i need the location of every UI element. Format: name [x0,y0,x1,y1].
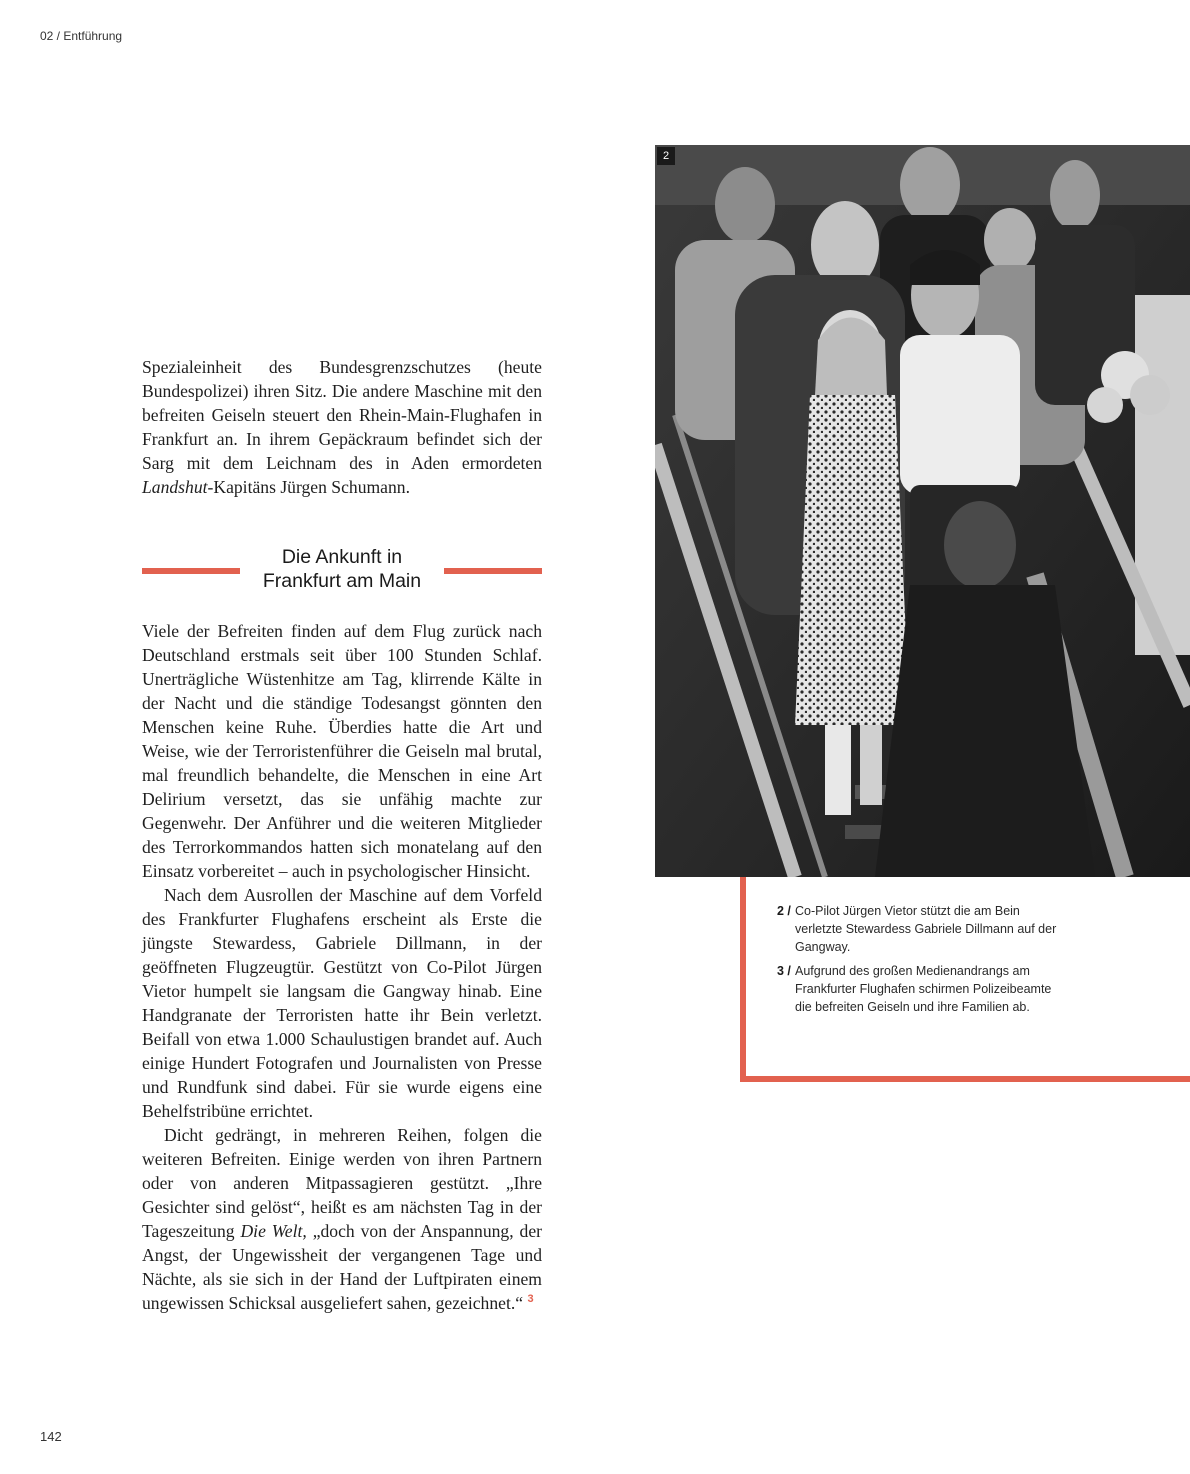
heading-rule-left [142,568,240,574]
caption-text: Aufgrund des großen Medienandrangs am Frankfurter Flughafen schirmen Polizeibeamte die befreiten Geiseln und ihre Familien ab. [795,964,1052,1014]
heading-rule-right [444,568,542,574]
photo-arrival-gangway [655,145,1190,877]
caption-3 [777,962,1067,1016]
body-text-main [142,619,542,1315]
newspaper-title: Die Welt, [240,1221,307,1241]
section-heading-text [242,545,442,593]
figure-number-badge: 2 [657,147,675,165]
photo-icon [655,145,1190,877]
running-head: 02 / Entführung [40,29,123,43]
caption-2 [777,902,1067,956]
caption-number: 2 / [777,904,791,918]
page-number: 142 [40,1429,62,1444]
paragraph-1: Viele der Befreiten finden auf dem Flug zurück nach Deutschland erstmals seit über 100 Stunden Schlaf. Unerträgliche Wüstenhitze am Tag, klirrende Kälte in der Nacht und die ständige Todesangst gönnten den Menschen keine Ruhe. Überdies hatte die Art und Weise, wie der Terroristenführer die Geiseln mal brutal, mal freundlich behandelte, die Menschen in eine Art Delirium versetzt, das sie unfähig machte zur Gegenwehr. Der Anführer und die weiteren Mitglieder des Terrorkommandos hatten sich monatelang auf den Einsatz vorbereitet – auch in psychologischer Hinsicht. [142,621,542,881]
section-heading-line-1: Die Ankunft in [281,546,403,568]
paragraph-3-end: „doch von der Anspannung, der Angst, der Ungewissheit der vergangenen Tage und Nächte, als sie sich in der Hand der Luftpiraten einem ungewissen Schicksal ausgeliefert sahen, gezeichnet.“ [142,1221,542,1313]
caption-frame-horizontal-rule [740,1076,1190,1082]
caption-number: 3 / [777,964,791,978]
paragraph-3 [142,1123,542,1315]
section-heading [142,545,542,597]
paragraph-intro-end: -Kapitäns Jürgen Schumann. [207,477,410,497]
paragraph-2: Nach dem Ausrollen der Maschine auf dem Vorfeld des Frankfurter Flughafens erscheint als Erste die jüngste Stewardess, Gabriele Dillmann, in der geöffneten Flugzeugtür. Gestützt von Co-Pilot Jürgen Vietor humpelt sie langsam die Gangway hinab. Eine Handgranate der Terroristen hatte ihr Bein verletzt. Beifall von etwa 1.000 Schaulustigen brandet auf. Auch einige Hundert Fotografen und Journalisten von Presse und Rundfunk sind dabei. Für sie wurde eigens eine Behelfstribüne errichtet. [142,885,542,1121]
caption-text: Co-Pilot Jürgen Vietor stützt die am Bein verletzte Stewardess Gabriele Dillmann auf der Gangway. [795,904,1057,954]
caption-frame-vertical-rule [740,877,746,1082]
body-text-top [142,355,542,499]
paragraph-intro [142,355,542,499]
section-heading-line-2: Frankfurt am Main [262,570,422,592]
paragraph-3-text: Dicht gedrängt, in mehreren Reihen, folgen die weiteren Befreiten. Einige werden von ihren Partnern oder von anderen Mitpassagieren gestützt. „Ihre Gesichter sind gelöst“, heißt es am nächsten Tag in der Tageszeitung [142,1125,542,1241]
paragraph-intro-emphasis: Landshut [142,477,208,497]
paragraph-intro-text: Spezialeinheit des Bundesgrenzschutzes (heute Bundespolizei) ihren Sitz. Die andere Maschine mit den befreiten Geiseln steuert den Rhein-Main-Flughafen in Frankfurt an. In ihrem Gepäckraum befindet sich der Sarg mit dem Leichnam des in Aden ermordeten [142,357,542,473]
figure-captions [777,902,1067,1022]
footnote-marker[interactable]: 3 [527,1293,534,1306]
